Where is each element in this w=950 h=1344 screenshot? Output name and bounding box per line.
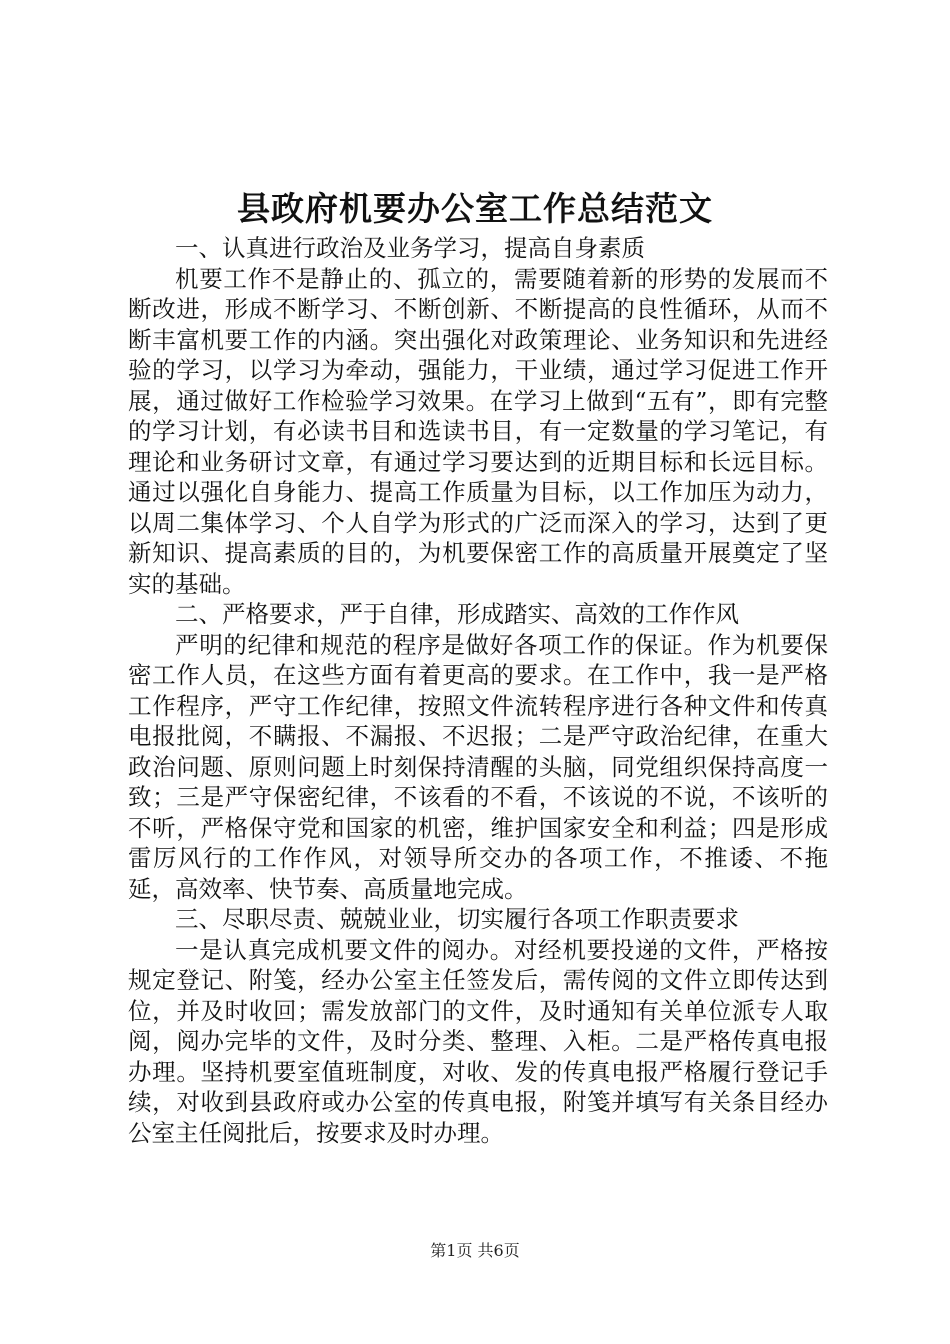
section-heading-2: 二、严格要求，严于自律，形成踏实、高效的工作作风 bbox=[175, 600, 739, 628]
body-paragraph-2: 严明的纪律和规范的程序是做好各项工作的保证。作为机要保密工作人员，在这些方面有着更高的要求。在工作中，我一是严格工作程序，严守工作纪律，按照文件流转程序进行各种文件和传真电报批阅，不瞒报、不漏报、不迟报；二是严守政治纪律，在重大政治问题、原则问题上时刻保持清醒的头脑，同党组织保持高度一致；三是严守保密纪律，不该看的不看，不该说的不说，不该听的不听，严格保守党和国家的机密，维护国家安全和利益；四是形成雷厉风行的工作作风，对领导所交办的各项工作，不推诿、不拖延，高效率、快节奏、高质量地完成。 bbox=[128, 630, 828, 903]
document-title: 县政府机要办公室工作总结范文 bbox=[237, 189, 713, 228]
body-paragraph-1: 机要工作不是静止的、孤立的，需要随着新的形势的发展而不断改进，形成不断学习、不断创新、不断提高的良性循环，从而不断丰富机要工作的内涵。突出强化对政策理论、业务知识和先进经验的学习，以学习为牵动，强能力，干业绩，通过学习促进工作开展，通过做好工作检验学习效果。在学习上做到“五有”，即有完整的学习计划，有必读书目和选读书目，有一定数量的学习笔记，有理论和业务研讨文章，有通过学习要达到的近期目标和长远目标。通过以强化自身能力、提高工作质量为目标，以工作加压为动力，以周二集体学习、个人自学为形式的广泛而深入的学习，达到了更新知识、提高素质的目的，为机要保密工作的高质量开展奠定了坚实的基础。 bbox=[128, 264, 828, 598]
body-paragraph-3: 一是认真完成机要文件的阅办。对经机要投递的文件，严格按规定登记、附笺，经办公室主任签发后，需传阅的文件立即传达到位，并及时收回；需发放部门的文件，及时通知有关单位派专人取阅，阅办完毕的文件，及时分类、整理、入柜。二是严格传真电报办理。坚持机要室值班制度，对收、发的传真电报严格履行登记手续，对收到县政府或办公室的传真电报，附笺并填写有关条目经办公室主任阅批后，按要求及时办理。 bbox=[128, 935, 828, 1147]
section-heading-1: 一、认真进行政治及业务学习，提高自身素质 bbox=[175, 234, 645, 262]
page-number-footer: 第1页 共6页 bbox=[430, 1241, 520, 1260]
document-body bbox=[128, 233, 828, 1148]
section-heading-3: 三、尽职尽责、兢兢业业，切实履行各项工作职责要求 bbox=[175, 905, 739, 933]
